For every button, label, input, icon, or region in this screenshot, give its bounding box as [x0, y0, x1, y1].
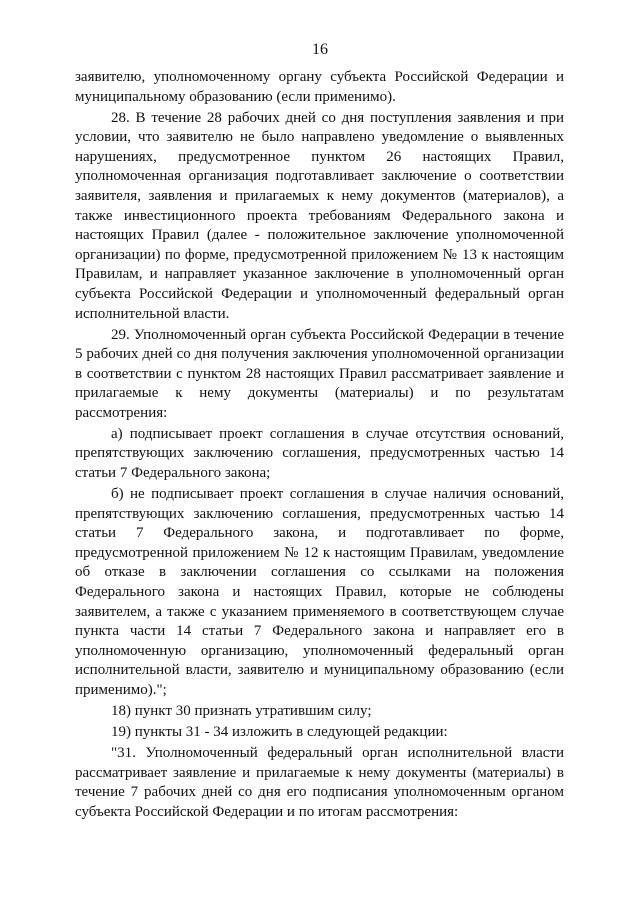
- page-number: 16: [312, 41, 328, 58]
- paragraph-subitem-b: б) не подписывает проект соглашения в случае наличия оснований, препятствующих заключению соглашения, предусмотренных частью 14 статьи 7 Федерального закона, и подготавливает по форме, предусмотренной приложением № 12 к настоящим Правилам, уведомление об отказе в заключении соглашения со ссылками на положения Федерального закона и настоящих Правил, которые не соблюдены заявителем, а также с указанием применяемого в соответствующем случае пункта части 14 статьи 7 Федерального закона и направляет его в уполномоченную организацию, уполномоченный федеральный орган исполнительной власти, заявителю и муниципальному образованию (если применимо).";: [75, 486, 564, 698]
- paragraph-amendment-19: 19) пункты 31 - 34 изложить в следующей редакции:: [111, 723, 448, 740]
- paragraph-subitem-a: а) подписывает проект соглашения в случае отсутствия оснований, препятствующих заключению соглашения, предусмотренных частью 14 статьи 7 Федерального закона;: [75, 425, 564, 482]
- paragraph-amendment-18: 18) пункт 30 признать утратившим силу;: [111, 702, 372, 719]
- document-body: [75, 68, 564, 822]
- paragraph-item-28: 28. В течение 28 рабочих дней со дня поступления заявления и при условии, что заявителю не было направлено уведомление о выявленных нарушениях, предусмотренное пунктом 26 настоящих Правил, уполномоченная организация подготавливает заключение о соответствии заявителя, заявления и прилагаемых к нему документов (материалов), а также инвестиционного проекта требованиям Федерального закона и настоящих Правил (далее - положительное заключение уполномоченной организации) по форме, предусмотренной приложением № 13 к настоящим Правилам, и направляет указанное заключение в уполномоченный орган субъекта Российской Федерации и уполномоченный федеральный орган исполнительной власти.: [75, 109, 564, 322]
- paragraph-continuation: заявителю, уполномоченному органу субъекта Российской Федерации и муниципальному образованию (если применимо).: [75, 69, 564, 105]
- paragraph-item-31: "31. Уполномоченный федеральный орган исполнительной власти рассматривает заявление и прилагаемые к нему документы (материалы) в течение 7 рабочих дней со дня его подписания уполномоченным органом субъекта Российской Федерации и по итогам рассмотрения:: [75, 744, 564, 820]
- paragraph-item-29: 29. Уполномоченный орган субъекта Российской Федерации в течение 5 рабочих дней со дня получения заключения уполномоченной организации в соответствии с пунктом 28 настоящих Правил рассматривает заявление и прилагаемые к нему документы (материалы) и по результатам рассмотрения:: [75, 326, 564, 421]
